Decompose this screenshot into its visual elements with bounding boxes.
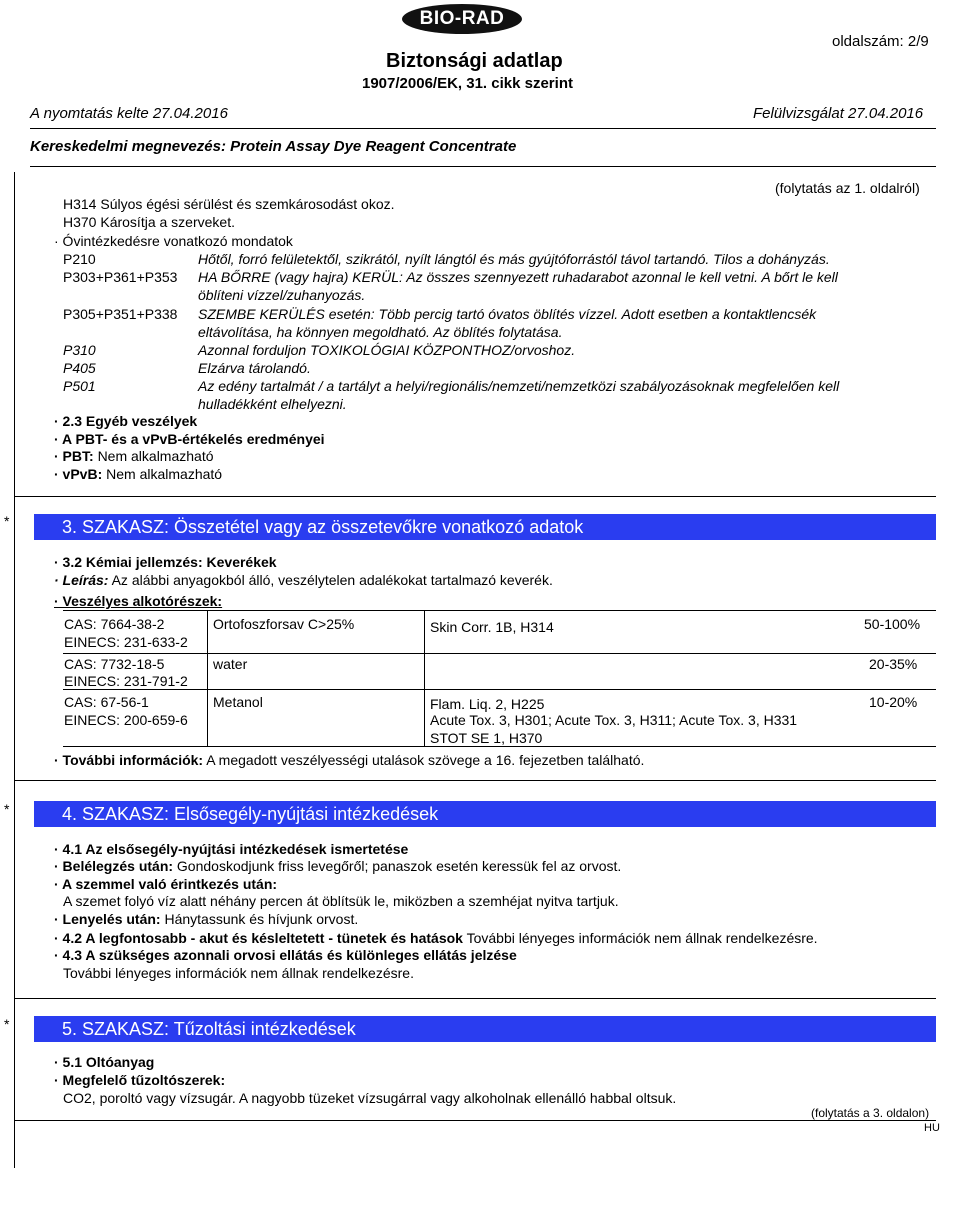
first-aid-heading: · 4.1 Az elsősegély-nyújtási intézkedések ismertetése [54, 841, 409, 857]
precaution-text-cont: eltávolítása, ha könnyen megoldható. Az öblítés folytatása. [198, 324, 563, 340]
revision-marker: * [4, 1016, 10, 1032]
precaution-text-cont: öblíteni vízzel/zuhanyozás. [198, 287, 366, 303]
description-text: Az alábbi anyagokból álló, veszélytelen adalékokat tartalmazó keverék. [111, 572, 553, 588]
table-border [63, 610, 936, 611]
precaution-text: SZEMBE KERÜLÉS esetén: Több percig tartó óvatos öblítés vízzel. Adott esetben a kontaktlencsék [198, 306, 817, 322]
section-5-header: 5. SZAKASZ: Tűzoltási intézkedések [34, 1016, 936, 1042]
precaution-text: Elzárva tárolandó. [198, 360, 311, 376]
continued-from: (folytatás az 1. oldalról) [775, 180, 920, 196]
vpvb-value: Nem alkalmazható [106, 466, 223, 482]
precaution-text: Hőtől, forró felületektől, szikrától, nyílt lángtól és más gyújtóforrástól távol tartandó. Tilos a dohányzás. [198, 251, 830, 267]
document-title: Biztonsági adatlap [386, 50, 563, 72]
ingestion-text: Hánytassunk és hívjunk orvost. [164, 911, 359, 927]
table-border [63, 653, 936, 654]
left-margin-rule [14, 172, 15, 1168]
medical-attention-label: · 4.3 A szükséges azonnali orvosi ellátás és különleges ellátás jelzése [54, 947, 517, 963]
revision-date: Felülvizsgálat 27.04.2016 [753, 105, 924, 122]
other-hazards-heading: · 2.3 Egyéb veszélyek [54, 413, 198, 429]
pbt-heading: · A PBT- és a vPvB-értékelés eredményei [54, 431, 325, 447]
vpvb-label: · vPvB: [54, 466, 103, 482]
print-date: A nyomtatás kelte 27.04.2016 [30, 105, 228, 122]
footer-divider [14, 1120, 936, 1121]
bio-rad-logo: BIO-RAD [402, 4, 522, 34]
eye-contact-label: · A szemmel való érintkezés után: [54, 876, 278, 892]
component-einecs: EINECS: 200-659-6 [64, 712, 188, 728]
component-classification: Acute Tox. 3, H301; Acute Tox. 3, H311; Acute Tox. 3, H331 [430, 712, 798, 728]
section-divider [14, 780, 936, 781]
section-4-header: 4. SZAKASZ: Elsősegély-nyújtási intézkedések [34, 801, 936, 827]
hazard-statement: H314 Súlyos égési sérülést és szemkárosodást okoz. [63, 196, 395, 212]
table-border [424, 610, 425, 746]
header-divider [30, 128, 936, 129]
dangerous-components-label: · Veszélyes alkotórészek: [54, 593, 223, 609]
precaution-heading: · Óvintézkedésre vonatkozó mondatok [54, 233, 293, 249]
chem-character: · 3.2 Kémiai jellemzés: Keverékek [54, 554, 277, 570]
precaution-code: P310 [63, 342, 96, 358]
component-classification: Skin Corr. 1B, H314 [430, 619, 554, 635]
trade-name-divider [30, 166, 936, 167]
suitable-agents-label: · Megfelelő tűzoltószerek: [54, 1072, 226, 1088]
section-3-header: 3. SZAKASZ: Összetétel vagy az összetevőkre vonatkozó adatok [34, 514, 936, 540]
component-percent: 20-35% [869, 656, 918, 672]
component-name: Metanol [213, 694, 263, 710]
component-einecs: EINECS: 231-791-2 [64, 673, 188, 689]
revision-marker: * [4, 513, 10, 529]
medical-attention-text: További lényeges információk nem állnak rendelkezésre. [63, 965, 414, 981]
revision-marker: * [4, 801, 10, 817]
precaution-code: P501 [63, 378, 96, 394]
pbt-row [54, 447, 214, 465]
trade-name: Kereskedelmi megnevezés: Protein Assay Dye Reagent Concentrate [30, 138, 517, 155]
precaution-text-cont: hulladékként elhelyezni. [198, 396, 347, 412]
precaution-code: P305+P351+P338 [63, 306, 178, 322]
component-percent: 10-20% [869, 694, 918, 710]
component-name: water [213, 656, 248, 672]
precaution-text: Az edény tartalmát / a tartályt a helyi/regionális/nemzeti/nemzetközi szabályozásoknak megfelelően kell [198, 378, 840, 394]
component-cas: CAS: 7664-38-2 [64, 616, 165, 632]
component-cas: CAS: 67-56-1 [64, 694, 149, 710]
inhalation-label: · Belélegzés után: [54, 858, 174, 874]
precaution-code: P303+P361+P353 [63, 269, 178, 285]
symptoms-row [54, 929, 818, 947]
component-classification: STOT SE 1, H370 [430, 730, 543, 746]
precaution-text: HA BŐRRE (vagy hajra) KERÜL: Az összes szennyezett ruhadarabot azonnal le kell vetni. A bőrt le kell [198, 269, 838, 285]
section-divider [14, 496, 936, 497]
language-code: HU [924, 1122, 940, 1134]
ingestion-row [54, 910, 358, 928]
further-info-text: A megadott veszélyességi utalások szövege a 16. fejezetben található. [206, 752, 645, 768]
table-border [207, 610, 208, 746]
continued-to: (folytatás a 3. oldalon) [811, 1106, 930, 1120]
suitable-agents-text: CO2, poroltó vagy vízsugár. A nagyobb tüzeket vízsugárral vagy alkoholnak ellenálló habbal oltsuk. [63, 1090, 677, 1106]
page-number: oldalszám: 2/9 [832, 33, 929, 50]
component-einecs: EINECS: 231-633-2 [64, 634, 188, 650]
pbt-label: · PBT: [54, 448, 94, 464]
component-percent: 50-100% [864, 616, 921, 632]
inhalation-text: Gondoskodjunk friss levegőről; panaszok esetén keressük fel az orvost. [176, 858, 622, 874]
symptoms-text: További lényeges információk nem állnak rendelkezésre. [466, 930, 818, 946]
precaution-code: P405 [63, 360, 96, 376]
symptoms-label: · 4.2 A legfontosabb - akut és késleltetett - tünetek és hatások [54, 930, 463, 946]
hazard-statement: H370 Károsítja a szerveket. [63, 214, 235, 230]
precaution-code: P210 [63, 251, 96, 267]
document-subtitle: 1907/2006/EK, 31. cikk szerint [362, 75, 573, 92]
dangerous-components-heading [54, 592, 222, 610]
component-classification: Flam. Liq. 2, H225 [430, 696, 545, 712]
further-info-row [54, 751, 644, 769]
table-border [63, 689, 936, 690]
further-info-label: · További információk: [54, 752, 204, 768]
component-cas: CAS: 7732-18-5 [64, 656, 165, 672]
component-name: Ortofoszforsav C>25% [213, 616, 355, 632]
pbt-value: Nem alkalmazható [97, 448, 214, 464]
description-label: · Leírás: [54, 572, 109, 588]
section-divider [14, 998, 936, 999]
ingestion-label: · Lenyelés után: [54, 911, 161, 927]
description-row [54, 571, 553, 589]
eye-contact-text: A szemet folyó víz alatt néhány percen át öblítsük le, miközben a szemhéjat nyitva tartjuk. [63, 893, 619, 909]
inhalation-row [54, 857, 621, 875]
vpvb-row [54, 465, 222, 483]
precaution-text: Azonnal forduljon TOXIKOLÓGIAI KÖZPONTHOZ/orvoshoz. [198, 342, 576, 358]
extinguishing-media-heading: · 5.1 Oltóanyag [54, 1054, 155, 1070]
